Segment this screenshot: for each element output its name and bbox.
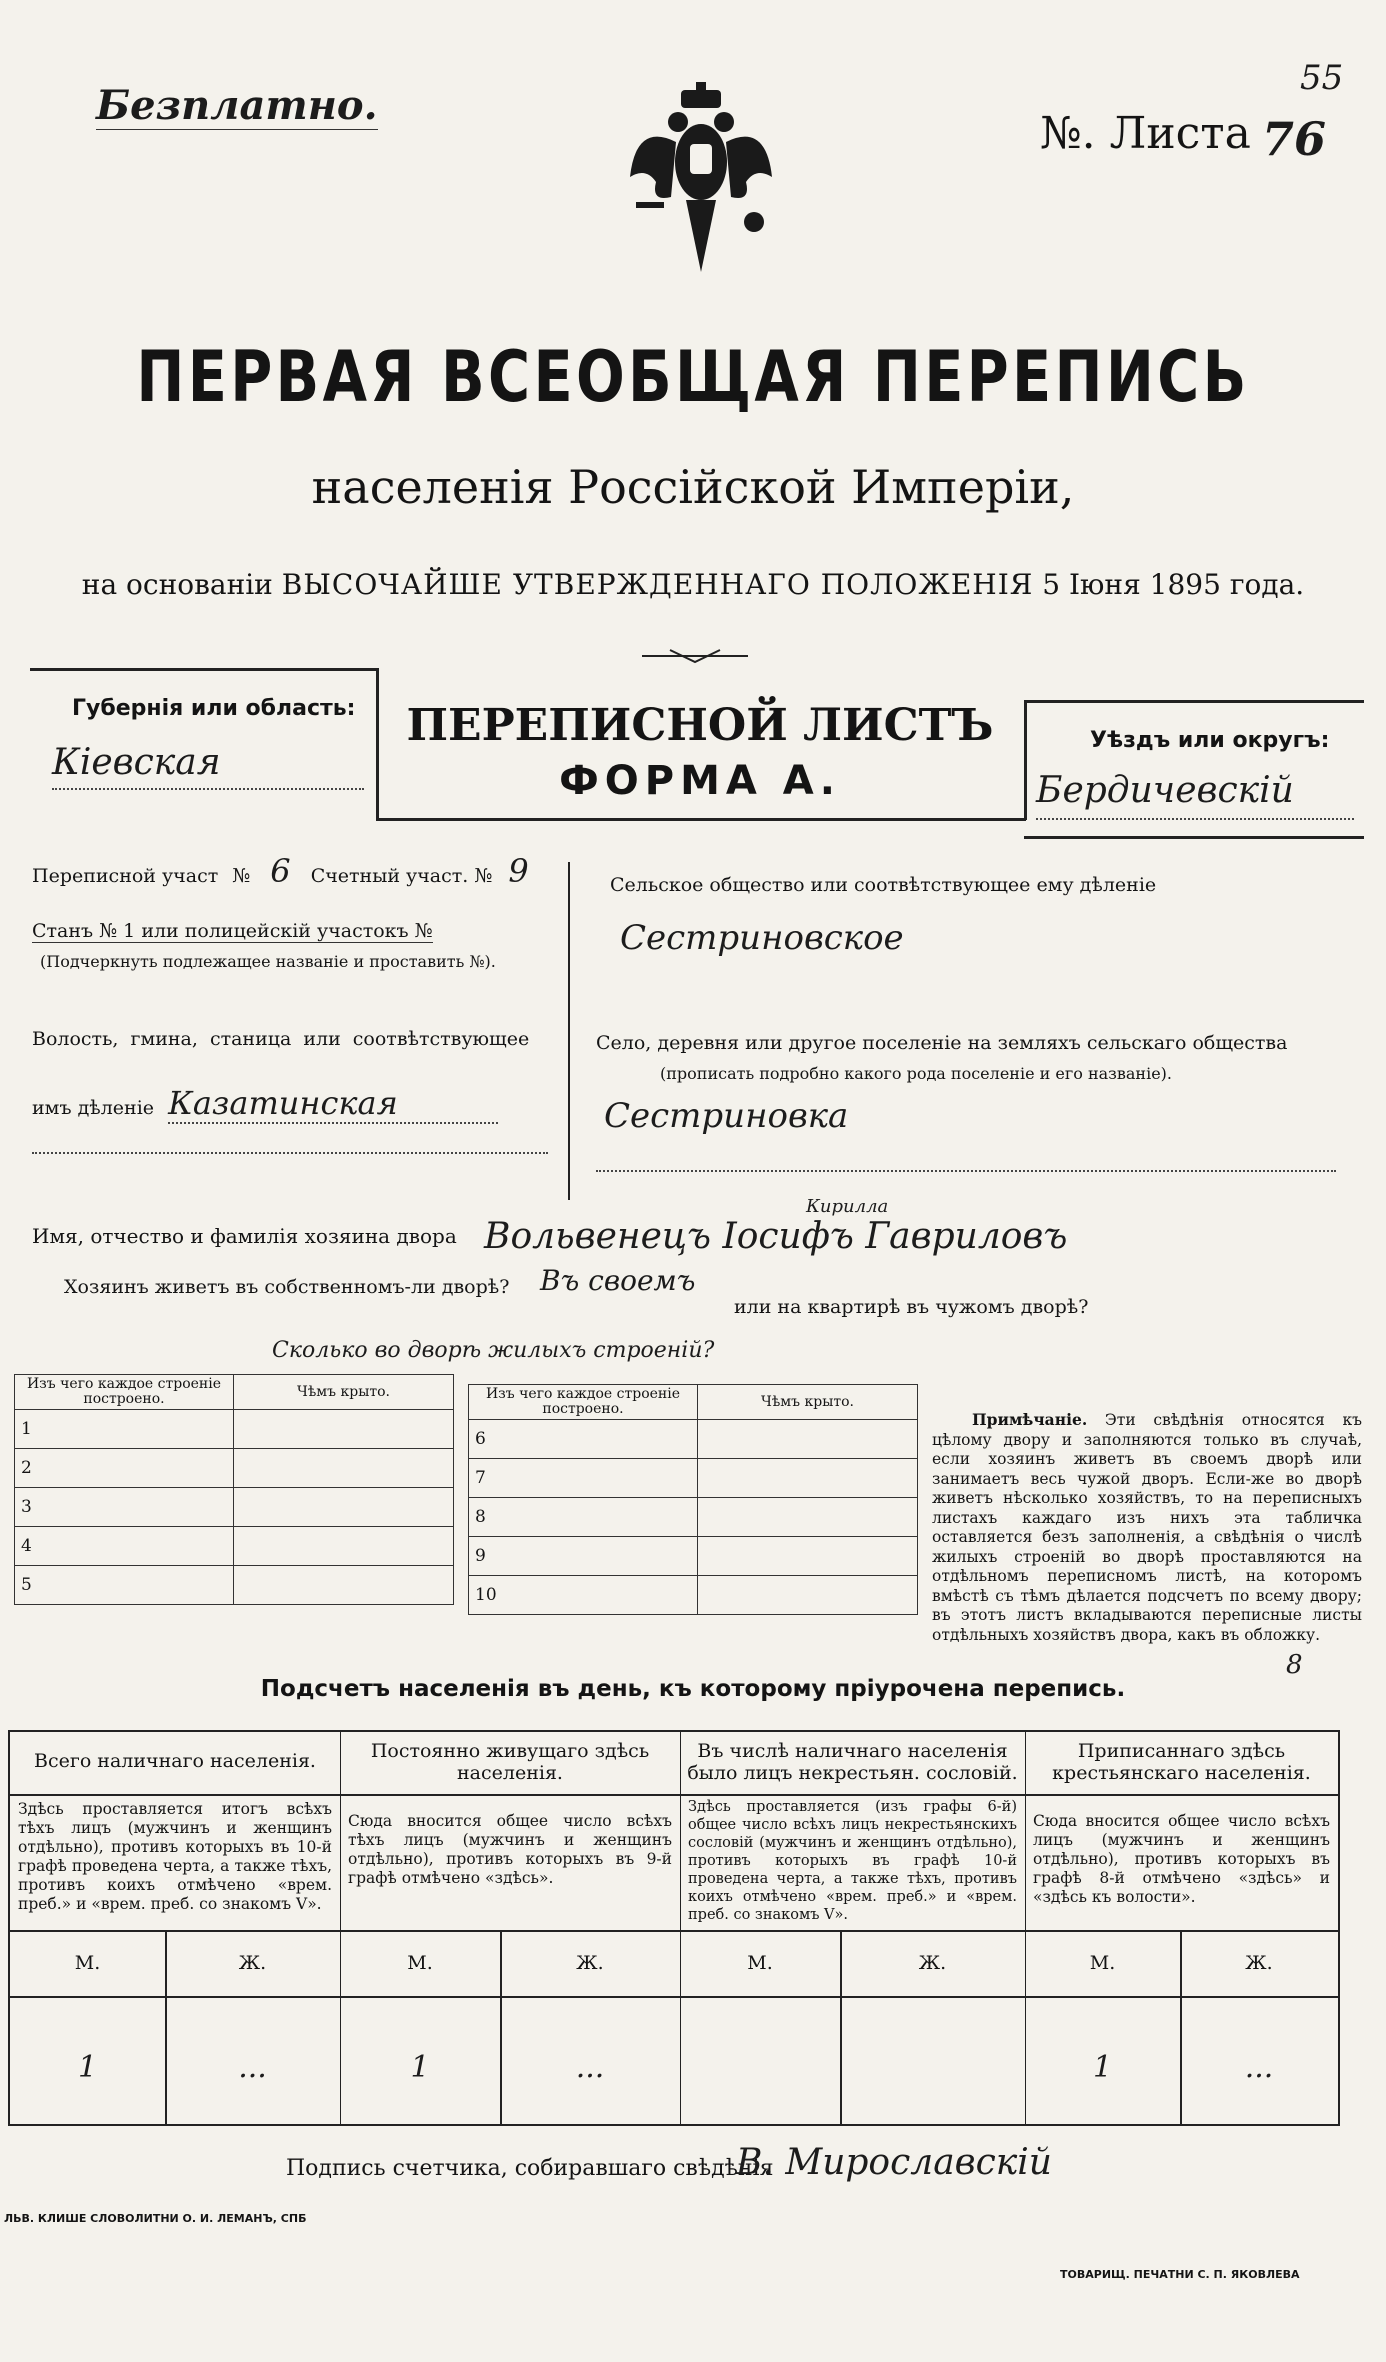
peasant-male-value: 1 [1092,2050,1113,2085]
summary-head-2: Постоянно живущаго здѣсь населенія. [370,1740,650,1784]
col-material: Изъ чего каждое строеніе построено. [15,1375,234,1410]
village-label: Село, деревня или другое поселеніе на земляхъ сельскаго общества [596,1032,1288,1054]
note-text: Эти свѣдѣнія относятся къ цѣлому двору и заполняются только въ случаѣ, если хозяинъ живетъ въ своемъ дворѣ или занимаетъ весь чужой дворъ. Если-же во дворѣ живетъ нѣсколько хозяйствъ, то на переписныхъ листахъ каждаго изъ нихъ эта табличка оставляется безъ заполненія, а свѣдѣнія о числѣ жилыхъ строеній во дворѣ проставляются на отдѣльномъ переписномъ листѣ, на которомъ вмѣстѣ съ тѣмъ дѣлается подсчетъ по всему двору; въ этотъ листъ вкладываются переписные листы отдѣльныхъ хозяйствъ двора, какъ въ обложку. [932,1411,1362,1644]
society-label: Сельское общество или соотвѣтствующее ему дѣленіе [610,874,1157,896]
gubernia-value: Кіевская [52,742,364,790]
total-male-value: 1 [77,2050,98,2085]
stan-field: Станъ № 1 или полицейскій участокъ № [32,920,433,942]
permanent-female-value: ... [575,2050,605,2085]
printer-right: ТОВАРИЩ. ПЕЧАТНИ С. П. ЯКОВЛЕВА [1060,2268,1300,2281]
table-row: 8 [469,1498,918,1537]
summary-head-3: Въ числѣ наличнаго населенія было лицъ некрестьян. сословій. [687,1740,1018,1784]
volost-field: имъ дѣленіе Казатинская [32,1084,498,1124]
summary-table [8,1730,1340,2126]
rent-label: или на квартирѣ въ чужомъ дворѣ? [734,1296,1089,1318]
table-row: 1 [15,1410,454,1449]
legal-basis: на основаніи ВЫСОЧАЙШЕ УТВЕРЖДЕННАГО ПОЛОЖЕНІЯ 5 Іюня 1895 года. [81,568,1305,601]
female-label: Ж. [576,1952,604,1974]
note-heading: Примѣчаніе. [972,1410,1088,1429]
society-value: Сестриновское [620,918,904,958]
volost-label: Волость, гмина, станица или соотвѣтствующее [32,1028,530,1050]
summary-desc-4: Сюда вносится общее число всѣхъ лицъ (мужчинъ и женщинъ отдѣльно), противъ которыхъ въ графѣ 8-й отмѣчено «здѣсь» и «здѣсь къ волости». [1033,1812,1330,1906]
female-label: Ж. [1245,1952,1273,1974]
owner-label: Имя, отчество и фамилія хозяина двора [32,1224,457,1248]
free-label: Безплатно. [96,82,378,129]
male-label: М. [1089,1952,1116,1974]
uezd-label: Уѣздъ или округъ: [1090,728,1330,753]
own-yard-label: Хозяинъ живетъ въ собственномъ-ли дворѣ? [64,1276,510,1298]
male-label: М. [407,1952,433,1974]
coat-of-arms [626,82,776,282]
table-row: 9 [469,1537,918,1576]
table-row: 3 [15,1488,454,1527]
female-label: Ж. [918,1952,947,1974]
col-material: Изъ чего каждое строеніе построено. [469,1385,698,1420]
signature-value: В. Мирославскій [736,2142,1052,2183]
col-roof: Чѣмъ крыто. [234,1375,454,1410]
village-value: Сестриновка [604,1096,849,1136]
buildings-table-left [14,1374,454,1605]
summary-title: Подсчетъ населенія въ день, къ которому пріурочена перепись. [260,1676,1126,1702]
own-yard-value: Въ своемъ [540,1264,696,1297]
buildings-question: Сколько во дворѣ жилыхъ строеній? [272,1338,715,1363]
col-roof: Чѣмъ крыто. [698,1385,918,1420]
owner-value: Вольвенецъ Іосифъ Гавриловъ [484,1216,1068,1257]
page-title: ПЕРВАЯ ВСЕОБЩАЯ ПЕРЕПИСЬ [136,336,1250,418]
sheet-number-value: 76 [1262,112,1327,166]
peasant-female-value: ... [1244,2050,1274,2085]
corner-mark: 55 [1300,58,1344,98]
table-row: 2 [15,1449,454,1488]
note-mark: 8 [1286,1650,1303,1680]
total-female-value: ... [238,2050,267,2085]
summary-head-4: Приписаннаго здѣсь крестьянскаго населенія. [1052,1740,1311,1784]
printer-left: ЛЬВ. КЛИШЕ СЛОВОЛИТНИ О. И. ЛЕМАНЪ, СПБ [4,2212,307,2225]
buildings-table-right [468,1384,918,1615]
signature-label: Подпись счетчика, собиравшаго свѣдѣнія [286,2156,774,2181]
table-row: 7 [469,1459,918,1498]
owner-insert: Кирилла [806,1196,889,1217]
uezd-value: Бердичевскій [1036,770,1354,820]
summary-desc-1: Здѣсь проставляется итогъ всѣхъ тѣхъ лицъ (мужчинъ и женщинъ отдѣльно), противъ которыхъ въ 10-й графѣ проведена черта, а также тѣхъ, противъ коихъ отмѣчено «врем. преб.» и «врем. преб. со знакомъ V». [18,1800,332,1913]
male-label: М. [74,1952,101,1974]
male-label: М. [747,1952,773,1974]
gubernia-label: Губернія или область: [72,696,356,721]
table-row: 10 [469,1576,918,1615]
ornament-divider [640,648,750,664]
form-title: ПЕРЕПИСНОЙ ЛИСТЪ [406,700,994,751]
permanent-male-value: 1 [410,2050,430,2085]
page-subtitle: населенія Россійской Имперіи, [311,460,1075,514]
sheet-number-label: №. Листа [1040,108,1251,159]
stan-note: (Подчеркнуть подлежащее названіе и проставить №). [40,952,496,971]
summary-desc-2: Сюда вносится общее число всѣхъ тѣхъ лицъ (мужчинъ и женщинъ отдѣльно), противъ которыхъ въ 9-й графѣ отмѣчено «здѣсь». [348,1812,672,1887]
census-district-field: Переписной участ № 6 Счетный участ. № 9 [32,852,529,890]
form-subtitle: ФОРМА А. [559,758,841,804]
summary-head-1: Всего наличнаго населенія. [34,1750,316,1772]
table-row: 4 [15,1527,454,1566]
table-row: 6 [469,1420,918,1459]
table-row: 5 [15,1566,454,1605]
summary-desc-3: Здѣсь проставляется (изъ графы 6-й) общее число всѣхъ лицъ некрестьянскихъ сословій (мужчинъ и женщинъ отдѣльно), противъ которыхъ въ графѣ 10-й проведена черта, а также тѣхъ, противъ коихъ отмѣчено «врем. преб.» и «врем. преб. со знакомъ V». [688,1799,1017,1923]
note [932,1410,1362,1645]
female-label: Ж. [238,1952,267,1974]
village-note: (прописать подробно какого рода поселеніе и его названіе). [660,1064,1172,1083]
